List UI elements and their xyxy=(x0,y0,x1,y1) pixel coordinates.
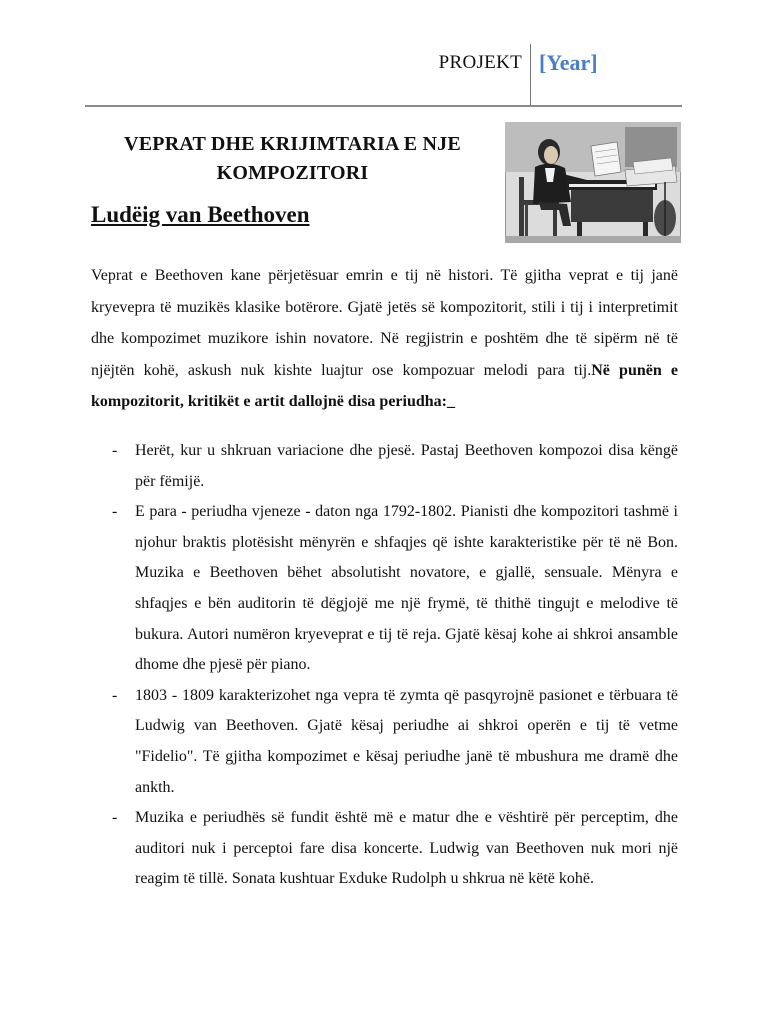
header-divider xyxy=(530,44,531,106)
periods-list xyxy=(91,436,678,895)
list-item-text: 1803 - 1809 karakterizohet nga vepra të zymta që pasqyrojnë pasionet e tërbuara të Ludwig van Beethoven. Gjatë kësaj periudhe ai shkroi operën e tij të vetme "Fidelio". Të gjitha kompozimet e kësaj periudhe janë të mbushura me dramë dhe ankth. xyxy=(135,686,678,796)
intro-text: Veprat e Beethoven kane përjetësuar emrin e tij në histori. Të gjitha veprat e tij janë kryevepra të muzikës klasike botërore. Gjatë jetës së kompozitorit, stili i tij i interpretimit dhe kompozimet muzikore ishin novatore. Në regjistrin e poshtëm dhe të sipërm në të njëjtën kohë, askush nuk kishte luajtur ose kompozuar melodi para tij. xyxy=(91,267,678,379)
list-item xyxy=(91,497,678,681)
list-bullet: - xyxy=(112,686,118,704)
beethoven-at-piano-illustration xyxy=(505,122,681,243)
list-item xyxy=(91,436,678,497)
list-item-text: Herët, kur u shkruan variacione dhe pjesë. Pastaj Beethoven kompozoi disa këngë për fëmijë. xyxy=(135,442,678,490)
list-bullet: - xyxy=(112,809,118,827)
header-rule xyxy=(85,105,682,107)
document-title: VEPRAT DHE KRIJIMTARIA E NJE KOMPOZITORI xyxy=(124,133,461,184)
document-subtitle: Ludëig van Beethoven xyxy=(91,202,310,227)
header-year-field: [Year] xyxy=(539,50,598,75)
header-project-label: PROJEKT xyxy=(438,52,522,73)
list-item xyxy=(91,803,678,895)
list-bullet: - xyxy=(112,442,118,459)
intro-paragraph xyxy=(91,260,678,418)
list-bullet: - xyxy=(112,503,118,521)
list-item-text: Muzika e periudhës së fundit është më e matur dhe e vështirë për perceptim, dhe auditori nuk i perceptoi fare disa koncerte. Ludwig van Beethoven nuk mori një reagim të tillë. Sonata kushtuar Exduke Rudolph u shkrua në këtë kohë. xyxy=(135,809,678,888)
list-item xyxy=(91,681,678,803)
intro-bold-text: Në punën e kompozitorit, kritikët e artit dallojnë disa periudha:_ xyxy=(91,361,678,410)
list-item-text: E para - periudha vjeneze - daton nga 1792-1802. Pianisti dhe kompozitori tashmë i njohur braktis plotësisht mënyrën e shfaqjes që ishte karakteristike për të në Bon. Muzika e Beethoven bëhet absolutisht novatore, e gjallë, sensuale. Mënyra e shfaqjes e bën auditorin të dëgjojë me një frymë, të thithë tingujt e melodive të bukura. Autori numëron kryeveprat e tij të reja. Gjatë kësaj kohe ai shkroi ansamble dhome dhe pjesë për piano. xyxy=(135,503,678,674)
